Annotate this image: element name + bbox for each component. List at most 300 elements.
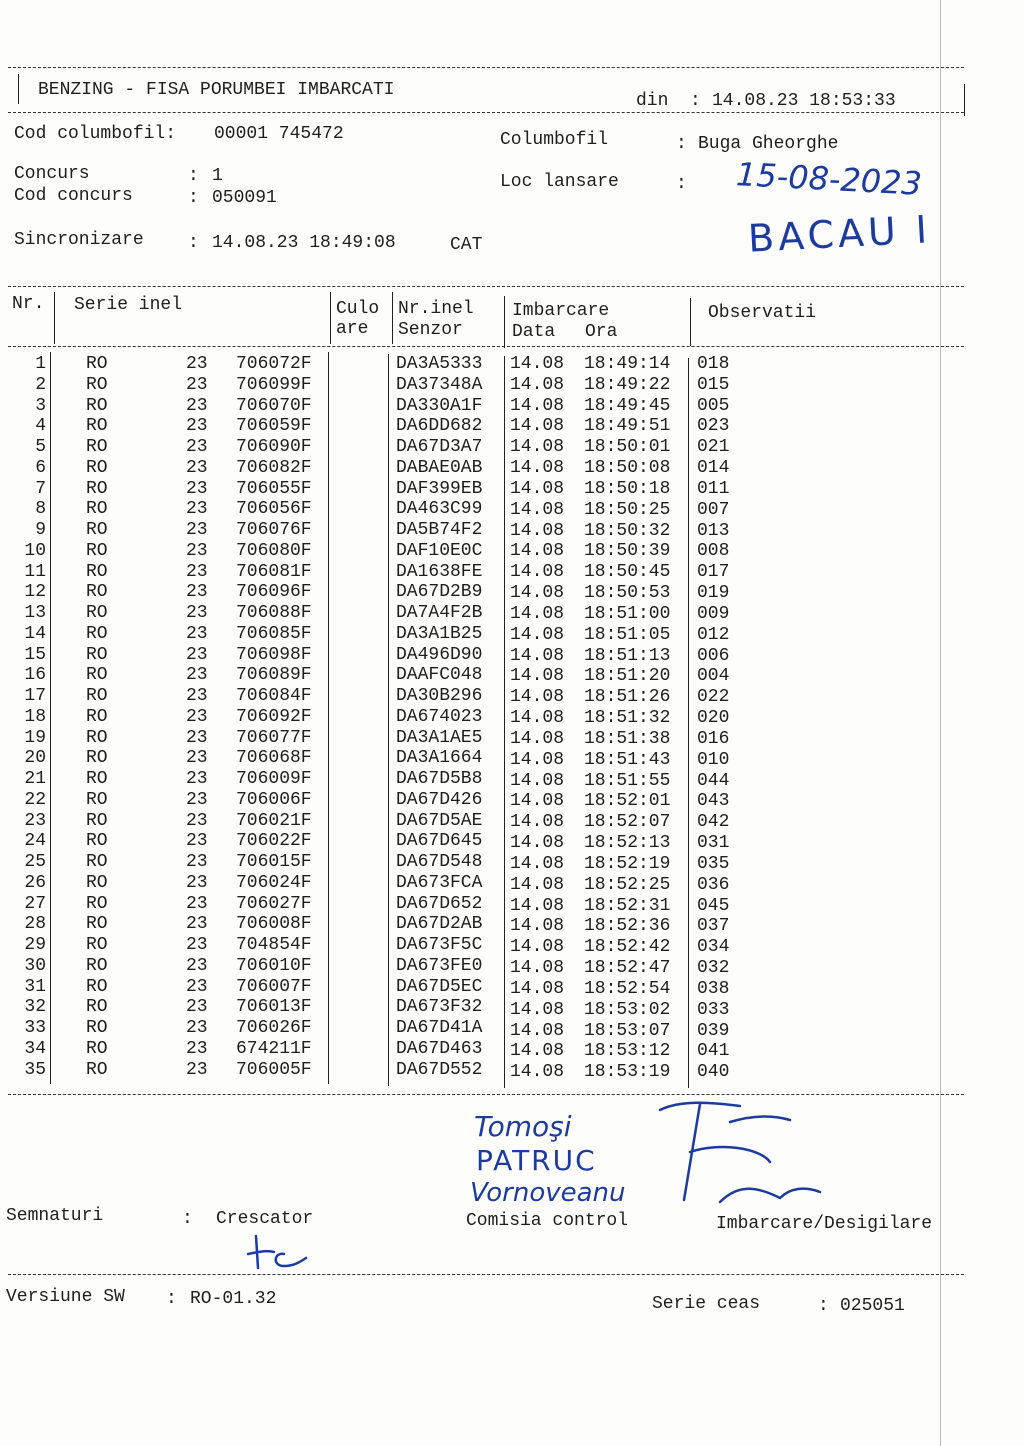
row-year: 23 [186, 789, 208, 810]
row-observation: 023 [697, 416, 730, 437]
row-country: RO [86, 955, 108, 976]
row-country: RO [86, 914, 108, 935]
row-nr: 23 [24, 810, 46, 831]
table-row [0, 1060, 760, 1081]
row-date: 14.08 [510, 437, 565, 458]
row-nr: 32 [24, 997, 46, 1018]
row-ring-number: 706022F [236, 831, 312, 852]
col-header-data: Data [512, 322, 556, 342]
handwritten-signature-name-2: PATRUC [476, 1144, 597, 1177]
row-date: 14.08 [510, 354, 565, 374]
row-country: RO [86, 603, 108, 623]
columbofil-colon: : [676, 134, 687, 154]
table-header-bottom-rule [8, 346, 964, 347]
row-time: 18:49:51 [584, 416, 671, 437]
row-year: 23 [186, 769, 208, 789]
row-country: RO [86, 1059, 108, 1080]
header-bottom-rule [8, 112, 964, 113]
row-sensor-ring: DAF10E0C [396, 540, 483, 561]
row-year: 23 [186, 748, 208, 769]
semnaturi-colon: : [182, 1209, 193, 1229]
sep-serie-header [330, 292, 331, 344]
page-scan-edge [940, 0, 941, 1446]
row-sensor-ring: DA67D41A [396, 1018, 483, 1038]
table-row [0, 354, 760, 375]
row-year: 23 [186, 997, 208, 1018]
row-country: RO [86, 478, 108, 499]
table-row [0, 769, 760, 790]
row-ring-number: 706027F [236, 893, 312, 914]
loc-lansare-label: Loc lansare [500, 172, 619, 192]
row-observation: 041 [697, 1041, 730, 1062]
row-sensor-ring: DA6DD682 [396, 416, 483, 437]
table-row [0, 520, 760, 541]
table-row [0, 499, 760, 520]
row-time: 18:51:55 [584, 770, 671, 791]
table-row [0, 645, 760, 666]
row-ring-number: 706006F [236, 789, 312, 810]
row-time: 18:52:07 [584, 812, 671, 833]
versiune-sw-value: RO-01.32 [190, 1289, 277, 1309]
row-nr: 6 [35, 457, 46, 478]
row-sensor-ring: DA5B74F2 [396, 520, 483, 540]
row-observation: 035 [697, 853, 730, 874]
row-ring-number: 706090F [236, 437, 312, 457]
row-time: 18:53:07 [584, 1020, 671, 1041]
row-ring-number: 706059F [236, 416, 312, 437]
row-year: 23 [186, 727, 208, 748]
row-nr: 13 [24, 603, 46, 623]
row-date: 14.08 [510, 728, 565, 749]
row-time: 18:51:13 [584, 645, 671, 666]
table-row [0, 873, 760, 894]
row-year: 23 [186, 976, 208, 997]
row-year: 23 [186, 955, 208, 976]
sep-senzor-header [504, 296, 505, 348]
row-year: 23 [186, 1038, 208, 1059]
row-year: 23 [186, 706, 208, 727]
row-date: 14.08 [510, 978, 565, 999]
header-date-value: 14.08.23 18:53:33 [712, 91, 896, 111]
row-sensor-ring: DA67D5B8 [396, 769, 483, 789]
row-date: 14.08 [510, 395, 565, 416]
table-row [0, 914, 760, 935]
row-year: 23 [186, 872, 208, 893]
table-row [0, 437, 760, 458]
row-observation: 004 [697, 666, 730, 687]
row-time: 18:52:36 [584, 916, 671, 937]
row-nr: 8 [35, 499, 46, 520]
row-observation: 032 [697, 958, 730, 979]
row-year: 23 [186, 457, 208, 478]
row-year: 23 [186, 395, 208, 416]
row-time: 18:53:19 [584, 1062, 671, 1083]
row-ring-number: 706015F [236, 852, 312, 872]
row-observation: 040 [697, 1062, 730, 1083]
row-ring-number: 706077F [236, 727, 312, 748]
sep-imbarcare-header [690, 298, 691, 346]
table-row [0, 956, 760, 977]
row-sensor-ring: DA7A4F2B [396, 603, 483, 623]
row-observation: 015 [697, 374, 730, 395]
row-ring-number: 706089F [236, 665, 312, 686]
row-observation: 006 [697, 645, 730, 666]
row-country: RO [86, 1018, 108, 1038]
col-header-nr: Nr. [12, 294, 45, 314]
row-nr: 35 [24, 1059, 46, 1080]
row-date: 14.08 [510, 541, 565, 562]
table-row [0, 665, 760, 686]
row-observation: 011 [697, 478, 730, 499]
row-year: 23 [186, 540, 208, 561]
row-date: 14.08 [510, 520, 565, 541]
row-date: 14.08 [510, 770, 565, 791]
table-row [0, 1018, 760, 1039]
row-observation: 019 [697, 583, 730, 604]
row-nr: 26 [24, 872, 46, 893]
header-left-border [18, 74, 19, 104]
row-nr: 18 [24, 706, 46, 727]
serie-ceas-label: Serie ceas [652, 1294, 761, 1314]
row-date: 14.08 [510, 958, 565, 979]
row-date: 14.08 [510, 791, 565, 812]
row-date: 14.08 [510, 416, 565, 437]
row-sensor-ring: DA3A1664 [396, 748, 483, 769]
row-sensor-ring: DA67D3A7 [396, 437, 483, 457]
handwritten-date: 15-08-2023 [735, 155, 923, 203]
row-time: 18:51:00 [584, 603, 671, 624]
cod-columbofil-label: Cod columbofil: [14, 124, 177, 144]
row-country: RO [86, 561, 108, 582]
row-country: RO [86, 395, 108, 416]
table-row [0, 624, 760, 645]
table-row [0, 541, 760, 562]
row-sensor-ring: DA1638FE [396, 561, 483, 582]
row-country: RO [86, 665, 108, 686]
row-sensor-ring: DA67D5AE [396, 810, 483, 831]
row-time: 18:51:05 [584, 624, 671, 645]
row-ring-number: 706082F [236, 457, 312, 478]
table-row [0, 1039, 760, 1060]
row-nr: 34 [24, 1038, 46, 1059]
row-observation: 009 [697, 603, 730, 624]
row-observation: 017 [697, 562, 730, 583]
sincronizare-colon: : [188, 233, 199, 253]
row-country: RO [86, 997, 108, 1018]
row-nr: 2 [35, 374, 46, 395]
row-nr: 33 [24, 1018, 46, 1038]
row-time: 18:50:18 [584, 478, 671, 499]
row-country: RO [86, 810, 108, 831]
row-nr: 19 [24, 727, 46, 748]
row-date: 14.08 [510, 583, 565, 604]
col-header-culoare-1: Culo [336, 299, 380, 319]
row-sensor-ring: DA67D652 [396, 893, 483, 914]
row-time: 18:51:26 [584, 687, 671, 708]
row-country: RO [86, 1038, 108, 1059]
row-time: 18:52:25 [584, 874, 671, 895]
row-country: RO [86, 437, 108, 457]
row-time: 18:50:53 [584, 583, 671, 604]
row-time: 18:50:25 [584, 499, 671, 520]
row-time: 18:51:43 [584, 749, 671, 770]
row-ring-number: 706055F [236, 478, 312, 499]
row-year: 23 [186, 914, 208, 935]
handwritten-place: BACAU I [746, 207, 933, 261]
row-year: 23 [186, 1018, 208, 1038]
header-date-colon: : [690, 91, 701, 111]
row-time: 18:50:32 [584, 520, 671, 541]
row-date: 14.08 [510, 853, 565, 874]
row-sensor-ring: DA67D426 [396, 789, 483, 810]
row-country: RO [86, 540, 108, 561]
row-time: 18:49:14 [584, 354, 671, 374]
row-ring-number: 706080F [236, 540, 312, 561]
row-nr: 5 [35, 437, 46, 457]
row-date: 14.08 [510, 624, 565, 645]
semnaturi-label: Semnaturi [6, 1206, 104, 1226]
row-observation: 020 [697, 708, 730, 729]
row-year: 23 [186, 1059, 208, 1080]
row-year: 23 [186, 644, 208, 665]
row-sensor-ring: DA673FE0 [396, 955, 483, 976]
row-year: 23 [186, 686, 208, 706]
row-observation: 034 [697, 937, 730, 958]
row-sensor-ring: DA3A5333 [396, 354, 483, 374]
footer-top-rule [8, 1274, 964, 1275]
row-observation: 012 [697, 624, 730, 645]
cod-concurs-label: Cod concurs [14, 186, 133, 206]
row-nr: 24 [24, 831, 46, 852]
row-observation: 005 [697, 395, 730, 416]
row-date: 14.08 [510, 562, 565, 583]
row-sensor-ring: DA67D463 [396, 1038, 483, 1059]
row-country: RO [86, 520, 108, 540]
row-ring-number: 706007F [236, 976, 312, 997]
row-date: 14.08 [510, 478, 565, 499]
row-year: 23 [186, 354, 208, 374]
row-observation: 042 [697, 812, 730, 833]
row-ring-number: 706056F [236, 499, 312, 520]
table-row [0, 479, 760, 500]
row-date: 14.08 [510, 937, 565, 958]
row-ring-number: 706008F [236, 914, 312, 935]
row-nr: 10 [24, 540, 46, 561]
serie-ceas-value: 025051 [840, 1296, 905, 1316]
row-sensor-ring: DA30B296 [396, 686, 483, 706]
row-year: 23 [186, 603, 208, 623]
table-row [0, 852, 760, 873]
row-sensor-ring: DABAE0AB [396, 457, 483, 478]
row-time: 18:52:54 [584, 978, 671, 999]
row-nr: 14 [24, 623, 46, 644]
row-ring-number: 706070F [236, 395, 312, 416]
row-observation: 008 [697, 541, 730, 562]
row-observation: 016 [697, 728, 730, 749]
row-observation: 033 [697, 999, 730, 1020]
table-row [0, 562, 760, 583]
row-date: 14.08 [510, 374, 565, 395]
row-observation: 039 [697, 1020, 730, 1041]
row-sensor-ring: DA67D645 [396, 831, 483, 852]
row-ring-number: 706081F [236, 561, 312, 582]
crescator-label: Crescator [216, 1209, 314, 1229]
row-country: RO [86, 644, 108, 665]
row-sensor-ring: DA67D2AB [396, 914, 483, 935]
row-year: 23 [186, 831, 208, 852]
row-sensor-ring: DA67D2B9 [396, 582, 483, 603]
table-row [0, 935, 760, 956]
row-country: RO [86, 935, 108, 955]
row-date: 14.08 [510, 499, 565, 520]
columbofil-value: Buga Gheorghe [698, 134, 839, 154]
row-nr: 22 [24, 789, 46, 810]
table-row [0, 603, 760, 624]
row-country: RO [86, 374, 108, 395]
row-sensor-ring: DA37348A [396, 374, 483, 395]
row-ring-number: 706098F [236, 644, 312, 665]
row-country: RO [86, 623, 108, 644]
row-date: 14.08 [510, 749, 565, 770]
row-observation: 044 [697, 770, 730, 791]
row-year: 23 [186, 499, 208, 520]
row-date: 14.08 [510, 1020, 565, 1041]
row-observation: 037 [697, 916, 730, 937]
row-time: 18:51:38 [584, 728, 671, 749]
row-date: 14.08 [510, 895, 565, 916]
row-sensor-ring: DA673F32 [396, 997, 483, 1018]
row-time: 18:50:01 [584, 437, 671, 458]
sep-nr-header [54, 292, 55, 344]
row-date: 14.08 [510, 687, 565, 708]
col-header-observatii: Observatii [708, 303, 817, 323]
row-observation: 013 [697, 520, 730, 541]
table-row [0, 894, 760, 915]
row-sensor-ring: DA3A1AE5 [396, 727, 483, 748]
row-observation: 018 [697, 354, 730, 374]
imbarcare-desigilare-label: Imbarcare/Desigilare [716, 1214, 933, 1234]
row-time: 18:52:01 [584, 791, 671, 812]
row-nr: 1 [35, 354, 46, 374]
row-year: 23 [186, 582, 208, 603]
row-nr: 30 [24, 955, 46, 976]
row-time: 18:50:08 [584, 458, 671, 479]
row-country: RO [86, 872, 108, 893]
row-sensor-ring: DA463C99 [396, 499, 483, 520]
row-nr: 12 [24, 582, 46, 603]
table-row [0, 790, 760, 811]
row-date: 14.08 [510, 645, 565, 666]
table-row [0, 707, 760, 728]
sincronizare-value: 14.08.23 18:49:08 [212, 233, 396, 253]
row-country: RO [86, 354, 108, 374]
cod-concurs-value: 050091 [212, 188, 277, 208]
row-sensor-ring: DAF399EB [396, 478, 483, 499]
row-country: RO [86, 499, 108, 520]
row-nr: 25 [24, 852, 46, 872]
row-time: 18:52:47 [584, 958, 671, 979]
row-time: 18:49:45 [584, 395, 671, 416]
table-row [0, 997, 760, 1018]
cod-concurs-colon: : [188, 188, 199, 208]
header-top-rule [8, 67, 964, 68]
row-date: 14.08 [510, 833, 565, 854]
row-year: 23 [186, 437, 208, 457]
row-country: RO [86, 976, 108, 997]
row-date: 14.08 [510, 603, 565, 624]
row-time: 18:51:32 [584, 708, 671, 729]
row-time: 18:50:39 [584, 541, 671, 562]
row-country: RO [86, 457, 108, 478]
row-ring-number: 706068F [236, 748, 312, 769]
row-time: 18:52:31 [584, 895, 671, 916]
table-row [0, 748, 760, 769]
row-country: RO [86, 748, 108, 769]
col-header-imbarcare: Imbarcare [512, 301, 610, 321]
row-date: 14.08 [510, 916, 565, 937]
handwritten-signature-scribble [640, 1092, 830, 1212]
row-year: 23 [186, 623, 208, 644]
row-observation: 036 [697, 874, 730, 895]
loc-lansare-colon: : [676, 174, 687, 194]
row-year: 23 [186, 893, 208, 914]
row-ring-number: 706085F [236, 623, 312, 644]
row-observation: 007 [697, 499, 730, 520]
sep-culoare-header [392, 292, 393, 344]
row-time: 18:52:13 [584, 833, 671, 854]
row-year: 23 [186, 935, 208, 955]
row-year: 23 [186, 810, 208, 831]
handwritten-signature-name-3: Vornoveanu [470, 1178, 626, 1208]
row-country: RO [86, 769, 108, 789]
row-ring-number: 706099F [236, 374, 312, 395]
col-header-ora: Ora [585, 322, 618, 342]
row-ring-number: 706026F [236, 1018, 312, 1038]
row-observation: 014 [697, 458, 730, 479]
header-date-label: din [636, 91, 669, 111]
comisia-control-label: Comisia control [466, 1211, 629, 1231]
row-nr: 11 [24, 561, 46, 582]
sincronizare-timezone: CAT [450, 235, 483, 255]
row-year: 23 [186, 852, 208, 872]
concurs-value: 1 [212, 166, 223, 186]
concurs-colon: : [188, 166, 199, 186]
row-nr: 3 [35, 395, 46, 416]
row-sensor-ring: DA3A1B25 [396, 623, 483, 644]
row-observation: 010 [697, 749, 730, 770]
row-observation: 021 [697, 437, 730, 458]
row-nr: 31 [24, 976, 46, 997]
row-ring-number: 706021F [236, 810, 312, 831]
row-sensor-ring: DA673FCA [396, 872, 483, 893]
cod-columbofil-value: 00001 745472 [214, 124, 344, 144]
row-ring-number: 706084F [236, 686, 312, 706]
col-header-culoare-2: are [336, 319, 369, 339]
row-sensor-ring: DA67D548 [396, 852, 483, 872]
row-sensor-ring: DAAFC048 [396, 665, 483, 686]
row-date: 14.08 [510, 666, 565, 687]
serie-ceas-colon: : [818, 1296, 829, 1316]
row-year: 23 [186, 478, 208, 499]
row-nr: 29 [24, 935, 46, 955]
row-country: RO [86, 893, 108, 914]
handwritten-signature-name-1: Tomoşi [474, 1110, 572, 1143]
row-year: 23 [186, 374, 208, 395]
row-date: 14.08 [510, 458, 565, 479]
row-time: 18:50:45 [584, 562, 671, 583]
row-date: 14.08 [510, 999, 565, 1020]
row-year: 23 [186, 665, 208, 686]
